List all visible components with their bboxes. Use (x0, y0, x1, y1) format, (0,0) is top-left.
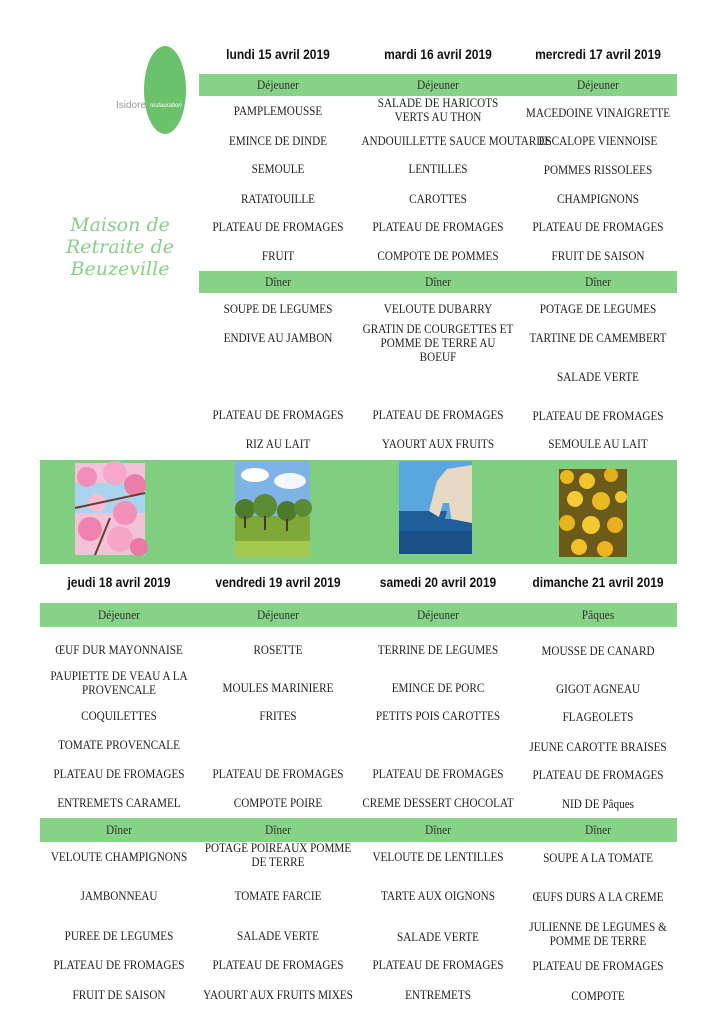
orchard-landscape-photo (235, 461, 310, 557)
menu-item: PLATEAU DE FROMAGES (53, 766, 185, 781)
menu-item: MOUSSE DE CANARD (541, 643, 655, 658)
menu-item: POMMES RISSOLEES (543, 162, 653, 177)
menu-item: YAOURT AUX FRUITS MIXES (203, 987, 353, 1002)
menu-item: ESCALOPE VIENNOISE (538, 133, 658, 148)
menu-item: PETITS POIS CAROTTES (375, 708, 501, 723)
menu-item: MACEDOINE VINAIGRETTE (525, 105, 671, 120)
menu-item: JEUNE CAROTTE BRAISES (529, 739, 667, 754)
menu-item: CREME DESSERT CHOCOLAT (362, 795, 514, 810)
menu-item: ŒUFS DURS A LA CREME (532, 889, 664, 904)
date-header: samedi 20 avril 2019 (379, 574, 497, 590)
date-header: mardi 16 avril 2019 (384, 46, 492, 62)
menu-item: FRUIT DE SAISON (72, 987, 166, 1002)
menu-item: EMINCE DE PORC (391, 680, 485, 695)
menu-item: VELOUTE CHAMPIGNONS (50, 849, 188, 864)
menu-item: GRATIN DE COURGETTES ET POMME DE TERRE AU BOEUF (362, 321, 514, 364)
lunch-label: Déjeuner (577, 77, 619, 92)
lunch-label: Pâques (581, 607, 615, 622)
menu-item: PLATEAU DE FROMAGES (532, 958, 664, 973)
menu-item: TOMATE FARCIE (234, 888, 322, 903)
menu-item: MOULES MARINIERE (222, 680, 334, 695)
dinner-label: Dîner (584, 274, 612, 289)
menu-item: PLATEAU DE FROMAGES (532, 219, 664, 234)
menu-item: FRUIT (261, 248, 295, 263)
menu-item: PLATEAU DE FROMAGES (372, 219, 504, 234)
menu-item: GIGOT AGNEAU (556, 681, 640, 696)
menu-item: TARTE AUX OIGNONS (381, 888, 495, 903)
logo-subtitle: restauration (150, 103, 182, 109)
organization-name-line2: Beuzeville (70, 258, 170, 280)
menu-item: SEMOULE (251, 161, 305, 176)
lunch-label: Déjeuner (417, 607, 459, 622)
menu-item: VELOUTE DUBARRY (383, 301, 493, 316)
logo-name: Isidore (116, 100, 147, 111)
menu-item: PLATEAU DE FROMAGES (532, 408, 664, 423)
menu-item: COMPOTE POIRE (233, 795, 323, 810)
menu-item: FRITES (259, 708, 297, 723)
menu-item: ROSETTE (253, 642, 303, 657)
lunch-label: Déjeuner (417, 77, 459, 92)
menu-item: COQUILETTES (81, 708, 157, 723)
menu-item: JAMBONNEAU (80, 888, 158, 903)
menu-item: YAOURT AUX FRUITS (381, 436, 495, 451)
menu-item: CAROTTES (409, 191, 467, 206)
menu-item: LENTILLES (408, 161, 468, 176)
date-header: jeudi 18 avril 2019 (67, 574, 171, 590)
menu-item: PLATEAU DE FROMAGES (532, 767, 664, 782)
menu-item: TARTINE DE CAMEMBERT (529, 330, 667, 345)
menu-item: PLATEAU DE FROMAGES (212, 957, 344, 972)
yellow-flowers-photo (559, 469, 627, 557)
date-header: mercredi 17 avril 2019 (535, 46, 661, 62)
menu-item: ENTREMETS CARAMEL (57, 795, 181, 810)
menu-item: SALADE VERTE (396, 929, 480, 944)
menu-item: SEMOULE AU LAIT (548, 436, 648, 451)
menu-item: SALADE VERTE (556, 369, 640, 384)
menu-item: TERRINE DE LEGUMES (377, 642, 499, 657)
menu-item: PLATEAU DE FROMAGES (53, 957, 185, 972)
menu-item: RATATOUILLE (240, 191, 316, 206)
menu-item: SOUPE A LA TOMATE (543, 850, 653, 865)
date-header: vendredi 19 avril 2019 (215, 574, 341, 590)
organization-name-line1: Maison de Retraite de (66, 214, 174, 258)
menu-item: ENTREMETS (405, 987, 471, 1002)
date-header: dimanche 21 avril 2019 (532, 574, 664, 590)
menu-item: PLATEAU DE FROMAGES (212, 219, 344, 234)
menu-item: SOUPE DE LEGUMES (223, 301, 333, 316)
menu-item: PLATEAU DE FROMAGES (372, 766, 504, 781)
menu-item: PLATEAU DE FROMAGES (212, 766, 344, 781)
menu-item: PAUPIETTE DE VEAU A LA PROVENCALE (50, 668, 188, 697)
menu-item: FLAGEOLETS (562, 709, 634, 724)
menu-item: COMPOTE DE POMMES (377, 248, 499, 263)
menu-item: TOMATE PROVENCALE (58, 737, 180, 752)
menu-item: ANDOUILLETTE SAUCE MOUTARDE (361, 133, 552, 148)
date-header: lundi 15 avril 2019 (226, 46, 330, 62)
menu-item: NID DE Pâques (561, 796, 635, 811)
lunch-label: Déjeuner (257, 607, 299, 622)
menu-item: PUREE DE LEGUMES (64, 928, 174, 943)
menu-item: CHAMPIGNONS (556, 191, 639, 206)
menu-item: PLATEAU DE FROMAGES (212, 407, 344, 422)
menu-item: PLATEAU DE FROMAGES (372, 957, 504, 972)
dinner-label: Dîner (264, 822, 292, 837)
dinner-label: Dîner (105, 822, 133, 837)
lunch-label: Déjeuner (98, 607, 140, 622)
dinner-label: Dîner (264, 274, 292, 289)
menu-item: PAMPLEMOUSSE (233, 103, 323, 118)
menu-item: ŒUF DUR MAYONNAISE (55, 642, 183, 657)
lunch-label: Déjeuner (257, 77, 299, 92)
menu-item: VELOUTE DE LENTILLES (372, 849, 504, 864)
menu-item: JULIENNE DE LEGUMES & POMME DE TERRE (529, 919, 667, 948)
menu-item: SALADE VERTE (236, 928, 320, 943)
menu-item: POTAGE POIREAUX POMME DE TERRE (204, 840, 352, 869)
menu-item: POTAGE DE LEGUMES (539, 301, 657, 316)
menu-item: FRUIT DE SAISON (551, 248, 645, 263)
dinner-label: Dîner (584, 822, 612, 837)
menu-item: PLATEAU DE FROMAGES (372, 407, 504, 422)
menu-item: SALADE DE HARICOTS VERTS AU THON (377, 95, 499, 124)
menu-item: COMPOTE (571, 988, 625, 1003)
menu-item: RIZ AU LAIT (245, 436, 311, 451)
cherry-blossom-photo (75, 463, 145, 555)
sea-cliff-photo (399, 461, 472, 554)
menu-item: ENDIVE AU JAMBON (223, 330, 333, 345)
logo-circle (144, 46, 186, 134)
menu-item: EMINCE DE DINDE (228, 133, 328, 148)
dinner-label: Dîner (424, 822, 452, 837)
dinner-label: Dîner (424, 274, 452, 289)
